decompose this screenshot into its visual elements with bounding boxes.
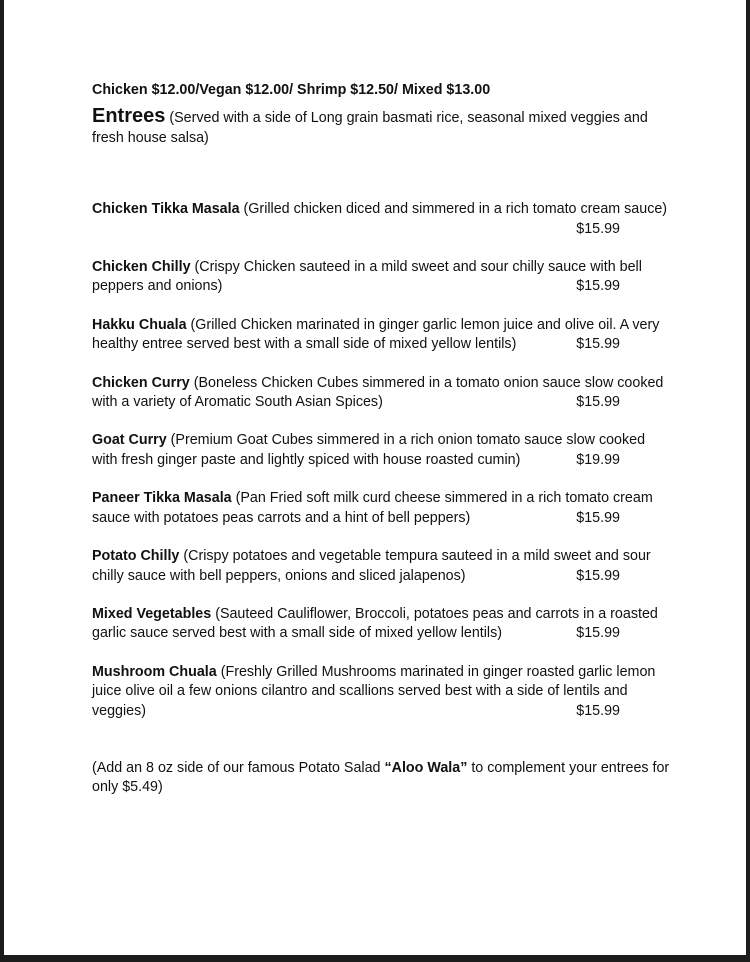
menu-item-price: $15.99 <box>576 567 620 584</box>
menu-item-description: (Pan Fried soft milk curd cheese simmered in a rich tomato cream sauce with potatoes peas carrots and a hint of bell peppers) <box>92 490 653 526</box>
menu-item <box>92 431 672 470</box>
menu-item-price: $15.99 <box>576 394 620 411</box>
menu-item-description: (Crispy Chicken sauteed in a mild sweet and sour chilly sauce with bell peppers and onions) <box>92 259 642 295</box>
entree-list <box>92 200 672 721</box>
menu-item-price: $15.99 <box>576 702 620 719</box>
menu-item-description: (Grilled Chicken marinated in ginger garlic lemon juice and olive oil. A very healthy entree served best with a small side of mixed yellow lentils) <box>92 316 660 353</box>
menu-item <box>92 374 672 413</box>
protein-pricing-line: Chicken $12.00/Vegan $12.00/ Shrimp $12.50/ Mixed $13.00 <box>92 82 491 98</box>
side-addon-note <box>92 759 672 798</box>
menu-item-description: (Boneless Chicken Cubes simmered in a tomato onion sauce slow cooked with a variety of Aromatic South Asian Spices) <box>92 374 664 411</box>
menu-page <box>4 0 746 955</box>
menu-item <box>92 605 672 644</box>
menu-item-name: Potato Chilly <box>92 548 180 565</box>
menu-item-name: Hakku Chuala <box>92 316 187 333</box>
menu-item-price: $15.99 <box>576 278 620 295</box>
menu-item-name: Mushroom Chuala <box>92 663 217 680</box>
entrees-heading-block <box>92 104 672 148</box>
entrees-heading: Entrees <box>92 105 166 128</box>
menu-item-name: Chicken Curry <box>92 374 190 391</box>
menu-item-name: Chicken Tikka Masala <box>92 201 240 218</box>
menu-item-name: Paneer Tikka Masala <box>92 490 232 507</box>
menu-item-price: $15.99 <box>576 220 620 237</box>
menu-item-description: (Grilled chicken diced and simmered in a rich tomato cream sauce) <box>243 201 668 218</box>
menu-item <box>92 316 672 355</box>
menu-item <box>92 547 672 586</box>
menu-item-price: $15.99 <box>576 625 620 642</box>
menu-item-name: Chicken Chilly <box>92 259 191 276</box>
menu-item <box>92 663 672 721</box>
menu-item-name: Goat Curry <box>92 432 167 449</box>
addon-highlight: “Aloo Wala” <box>384 759 468 776</box>
addon-text-before: (Add an 8 oz side of our famous Potato Salad <box>92 759 385 776</box>
menu-item-name: Mixed Vegetables <box>92 605 212 622</box>
menu-item-description: (Sauteed Cauliflower, Broccoli, potatoes peas and carrots in a roasted garlic sauce served best with a small side of mixed yellow lentils) <box>92 605 658 642</box>
menu-item-price: $15.99 <box>576 336 620 353</box>
menu-item-price: $15.99 <box>576 509 620 526</box>
menu-item <box>92 258 672 297</box>
entrees-heading-note: (Served with a side of Long grain basmati rice, seasonal mixed veggies and fresh house salsa) <box>92 110 648 146</box>
menu-item <box>92 200 672 239</box>
menu-item-description: (Crispy potatoes and vegetable tempura sauteed in a mild sweet and sour chilly sauce with bell peppers, onions and sliced jalapenos) <box>92 548 651 584</box>
menu-item <box>92 489 672 528</box>
menu-item-description: (Premium Goat Cubes simmered in a rich onion tomato sauce slow cooked with fresh ginger paste and lightly spiced with house roasted cumin) <box>92 432 646 468</box>
menu-item-description: (Freshly Grilled Mushrooms marinated in ginger roasted garlic lemon juice olive oil a few onions cilantro and scallions served best with a side of lentils and veggies) <box>92 663 656 719</box>
addon-text-after: to complement your entrees for only $5.49) <box>92 759 670 796</box>
menu-item-price: $19.99 <box>576 451 620 468</box>
menu-content <box>92 81 672 812</box>
